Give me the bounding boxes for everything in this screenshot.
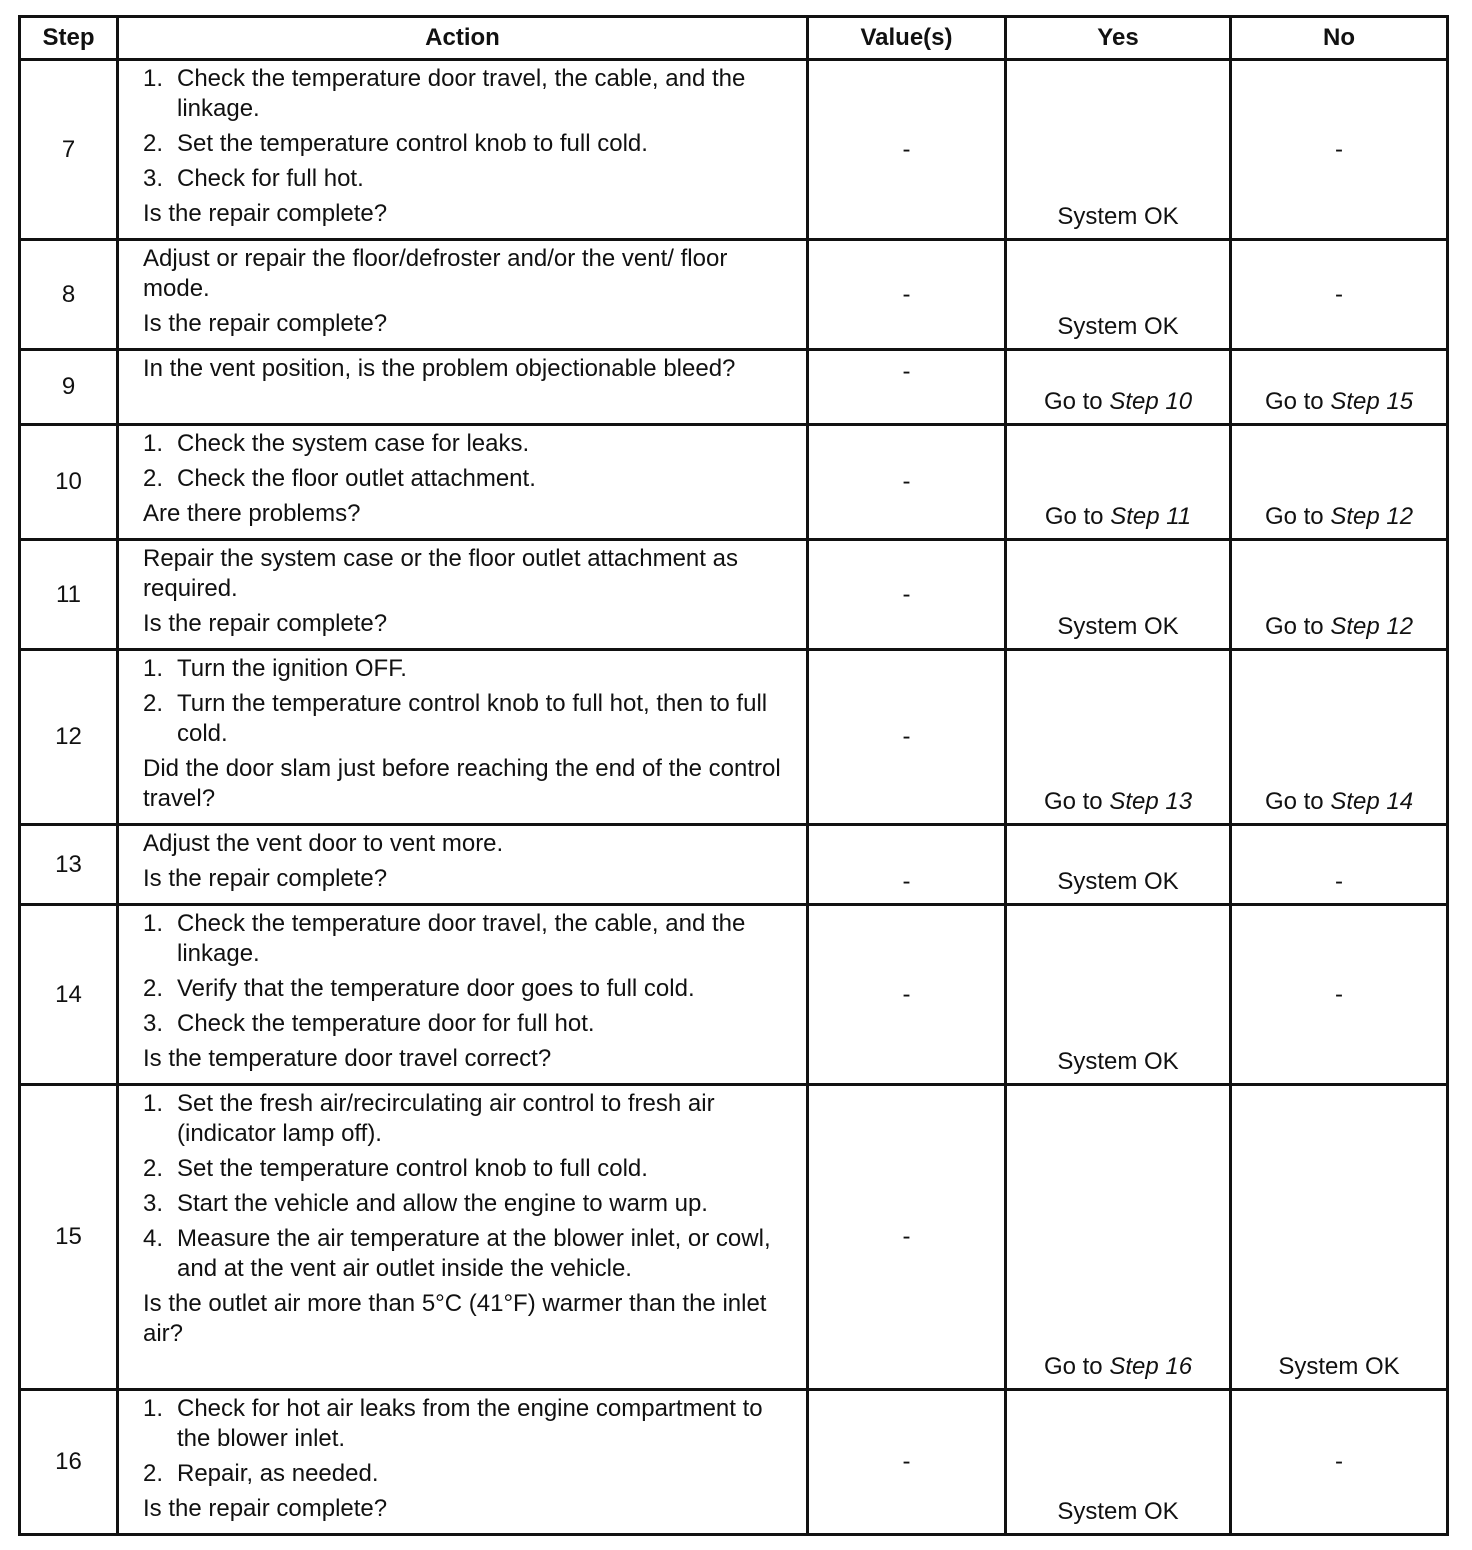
step-ref: Step 12 xyxy=(1330,503,1414,530)
yes-cell: System OK xyxy=(1006,1390,1231,1535)
action-cell xyxy=(118,1085,808,1390)
action-question: Is the repair complete? xyxy=(143,610,388,637)
step-ref: Step 13 xyxy=(1109,788,1193,815)
step-number: 16 xyxy=(20,1390,118,1535)
step-ref: Step 11 xyxy=(1110,503,1192,530)
action-cell xyxy=(118,905,808,1085)
value-cell: - xyxy=(808,825,1006,905)
table-row xyxy=(20,650,1448,825)
step-number: 14 xyxy=(20,905,118,1085)
action-text: In the vent position, is the problem objectionable bleed? xyxy=(143,355,736,382)
action-text: Repair the system case or the floor outlet attachment as required. xyxy=(143,545,738,602)
action-question: Is the repair complete? xyxy=(143,865,388,892)
no-cell: Go to Step 12 xyxy=(1231,425,1448,540)
header-action: Action xyxy=(118,17,808,60)
yes-cell: System OK xyxy=(1006,60,1231,240)
step-number: 13 xyxy=(20,825,118,905)
no-cell: - xyxy=(1231,60,1448,240)
table-row xyxy=(20,60,1448,240)
yes-cell: Go to Step 10 xyxy=(1006,350,1231,425)
action-item: 3. Start the vehicle and allow the engine to warm up. xyxy=(143,1190,708,1217)
action-item: 2. Repair, as needed. xyxy=(143,1460,379,1487)
no-cell: Go to Step 15 xyxy=(1231,350,1448,425)
action-cell xyxy=(118,60,808,240)
action-item: 2. Turn the temperature control knob to full hot, then to full cold. xyxy=(143,690,768,747)
header-values: Value(s) xyxy=(808,17,1006,60)
value-cell: - xyxy=(808,1390,1006,1535)
value-cell: - xyxy=(808,240,1006,350)
value-cell: - xyxy=(808,60,1006,240)
action-text: Adjust the vent door to vent more. xyxy=(143,830,504,857)
action-cell xyxy=(118,240,808,350)
step-ref: Step 15 xyxy=(1330,388,1414,415)
table-row xyxy=(20,905,1448,1085)
action-item: 3. Check the temperature door for full hot. xyxy=(143,1010,595,1037)
yes-cell: System OK xyxy=(1006,240,1231,350)
step-ref: Step 10 xyxy=(1109,388,1193,415)
action-cell xyxy=(118,425,808,540)
table-row xyxy=(20,350,1448,425)
no-cell: - xyxy=(1231,825,1448,905)
step-ref: Step 16 xyxy=(1109,1353,1193,1380)
step-number: 11 xyxy=(20,540,118,650)
action-item: 1. Turn the ignition OFF. xyxy=(143,655,407,682)
action-cell xyxy=(118,650,808,825)
no-cell: System OK xyxy=(1231,1085,1448,1390)
yes-cell: Go to Step 13 xyxy=(1006,650,1231,825)
value-cell: - xyxy=(808,425,1006,540)
step-number: 8 xyxy=(20,240,118,350)
action-item: 2. Check the floor outlet attachment. xyxy=(143,465,536,492)
action-item: 1. Check for hot air leaks from the engine compartment to the blower inlet. xyxy=(143,1395,763,1452)
yes-cell: System OK xyxy=(1006,825,1231,905)
action-item: 2. Set the temperature control knob to full cold. xyxy=(143,130,648,157)
action-cell xyxy=(118,540,808,650)
step-number: 15 xyxy=(20,1085,118,1390)
yes-cell: System OK xyxy=(1006,540,1231,650)
step-number: 10 xyxy=(20,425,118,540)
action-question: Are there problems? xyxy=(143,500,361,527)
action-item: 1. Check the temperature door travel, the cable, and the linkage. xyxy=(143,910,746,967)
table-row xyxy=(20,425,1448,540)
step-number: 7 xyxy=(20,60,118,240)
header-step: Step xyxy=(20,17,118,60)
table-row xyxy=(20,540,1448,650)
action-question: Is the repair complete? xyxy=(143,1495,388,1522)
value-cell: - xyxy=(808,540,1006,650)
yes-cell: Go to Step 11 xyxy=(1006,425,1231,540)
no-cell: Go to Step 12 xyxy=(1231,540,1448,650)
header-row xyxy=(20,17,1448,60)
action-item: 2. Verify that the temperature door goes to full cold. xyxy=(143,975,695,1002)
action-question: Is the repair complete? xyxy=(143,200,388,227)
value-cell: - xyxy=(808,1085,1006,1390)
action-question: Is the outlet air more than 5°C (41°F) warmer than the inlet air? xyxy=(143,1290,767,1347)
header-no: No xyxy=(1231,17,1448,60)
step-number: 9 xyxy=(20,350,118,425)
table-row xyxy=(20,1085,1448,1390)
action-question: Is the repair complete? xyxy=(143,310,388,337)
action-cell xyxy=(118,1390,808,1535)
step-ref: Step 12 xyxy=(1330,613,1414,640)
action-question: Is the temperature door travel correct? xyxy=(143,1045,552,1072)
table-row xyxy=(20,825,1448,905)
table-row xyxy=(20,240,1448,350)
diagnostic-table xyxy=(18,15,1449,1536)
no-cell: - xyxy=(1231,905,1448,1085)
yes-cell: System OK xyxy=(1006,905,1231,1085)
step-number: 12 xyxy=(20,650,118,825)
no-cell: - xyxy=(1231,240,1448,350)
table-row xyxy=(20,1390,1448,1535)
action-item: 1. Check the temperature door travel, the cable, and the linkage. xyxy=(143,65,746,122)
action-item: 4. Measure the air temperature at the blower inlet, or cowl, and at the vent air outlet inside the vehicle. xyxy=(143,1225,771,1282)
action-cell xyxy=(118,350,808,425)
action-text: Adjust or repair the floor/defroster and/or the vent/ floor mode. xyxy=(143,245,728,302)
value-cell: - xyxy=(808,350,1006,425)
no-cell: Go to Step 14 xyxy=(1231,650,1448,825)
action-item: 2. Set the temperature control knob to full cold. xyxy=(143,1155,648,1182)
no-cell: - xyxy=(1231,1390,1448,1535)
action-item: 1. Set the fresh air/recirculating air control to fresh air (indicator lamp off). xyxy=(143,1090,715,1147)
action-item: 3. Check for full hot. xyxy=(143,165,364,192)
value-cell: - xyxy=(808,905,1006,1085)
step-ref: Step 14 xyxy=(1330,788,1414,815)
value-cell: - xyxy=(808,650,1006,825)
action-item: 1. Check the system case for leaks. xyxy=(143,430,530,457)
yes-cell: Go to Step 16 xyxy=(1006,1085,1231,1390)
action-cell xyxy=(118,825,808,905)
header-yes: Yes xyxy=(1006,17,1231,60)
action-question: Did the door slam just before reaching the end of the control travel? xyxy=(143,755,781,812)
